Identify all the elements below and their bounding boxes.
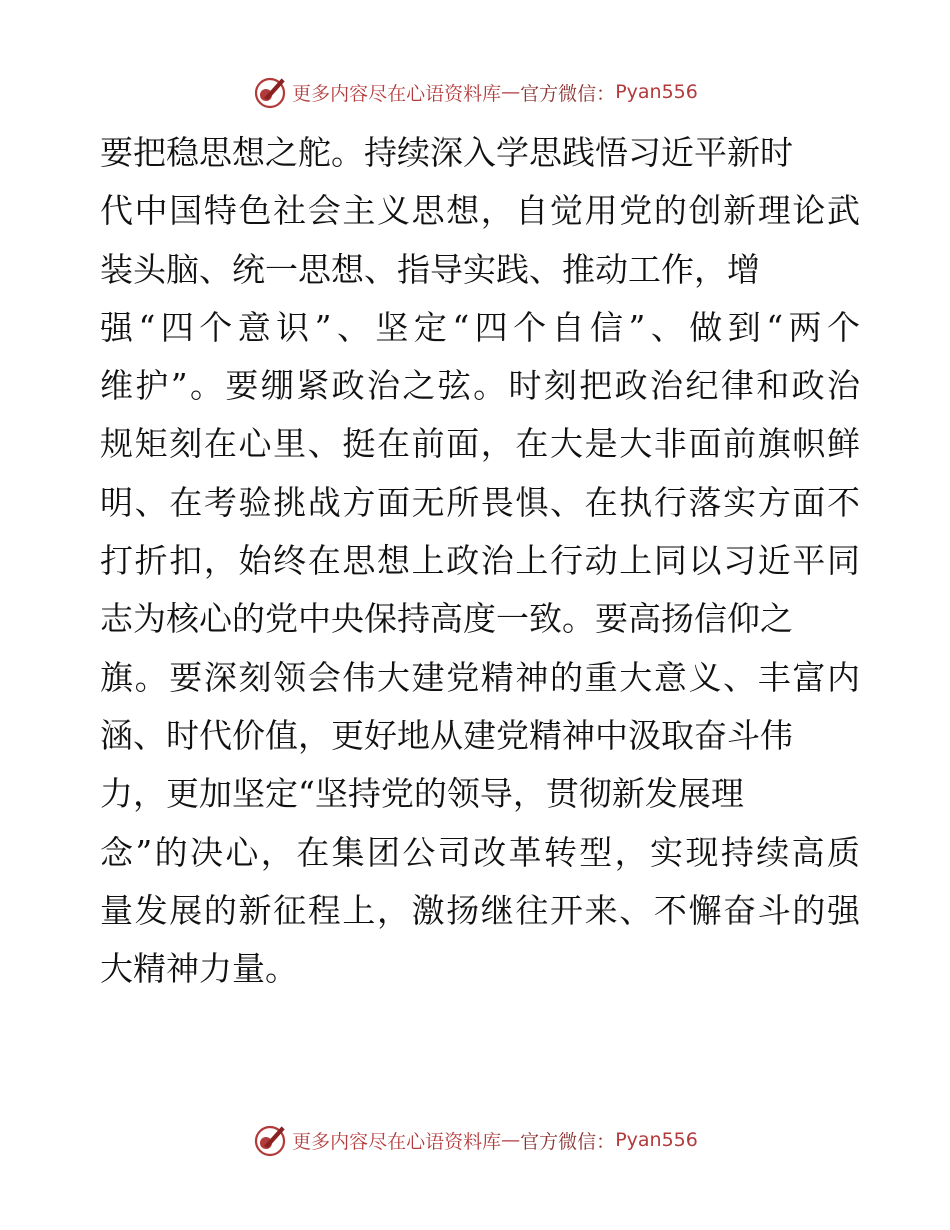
body-line: 志为核心的党中央保持高度一致。要高扬信仰之: [100, 599, 793, 639]
watermark-wechat-label: 官方微信：: [520, 82, 616, 105]
quill-circle-icon: [252, 74, 288, 110]
body-line: 维护”。要绷紧政治之弦。时刻把政治纪律和政治: [100, 366, 860, 406]
body-line: 要把稳思想之舵。持续深入学思践悟习近平新时: [100, 133, 793, 172]
header-watermark: [0, 72, 950, 112]
body-line: 念”的决心，在集团公司改革转型，实现持续高质: [100, 832, 860, 872]
body-line: 旗。要深刻领会伟大建党精神的重大意义、丰富内: [100, 657, 860, 697]
body-line: 明、在考验挑战方面无所畏惧、在执行落实方面不: [100, 482, 860, 522]
watermark-wechat-label: 官方微信：: [520, 1130, 616, 1153]
watermark-wechat-id: Pyan556: [615, 81, 698, 103]
body-line: 量发展的新征程上，激扬继往开来、不懈奋斗的强: [100, 890, 860, 930]
body-line: 规矩刻在心里、挺在前面，在大是大非面前旗帜鲜: [100, 424, 860, 464]
body-line: 大精神力量。: [100, 949, 298, 989]
body-line: 强“四个意识”、坚定“四个自信”、做到“两个: [100, 307, 860, 347]
watermark-text: 更多内容尽在心语资料库: [292, 82, 502, 105]
watermark-dash: —: [501, 81, 521, 103]
body-line: 打折扣，始终在思想上政治上行动上同以习近平同: [100, 541, 860, 581]
body-line: 涵、时代价值，更好地从建党精神中汲取奋斗伟: [100, 715, 793, 755]
quill-circle-icon: [252, 1122, 288, 1158]
footer-watermark: [0, 1120, 950, 1160]
body-line: 代中国特色社会主义思想，自觉用党的创新理论武: [100, 191, 860, 231]
document-body: [100, 124, 860, 998]
watermark-dash: —: [501, 1129, 521, 1151]
watermark-wechat-id: Pyan556: [615, 1129, 698, 1151]
body-line: 装头脑、统一思想、指导实践、推动工作，增: [100, 249, 760, 289]
watermark-text: 更多内容尽在心语资料库: [292, 1130, 502, 1153]
body-line: 力，更加坚定“坚持党的领导，贯彻新发展理: [100, 774, 744, 814]
